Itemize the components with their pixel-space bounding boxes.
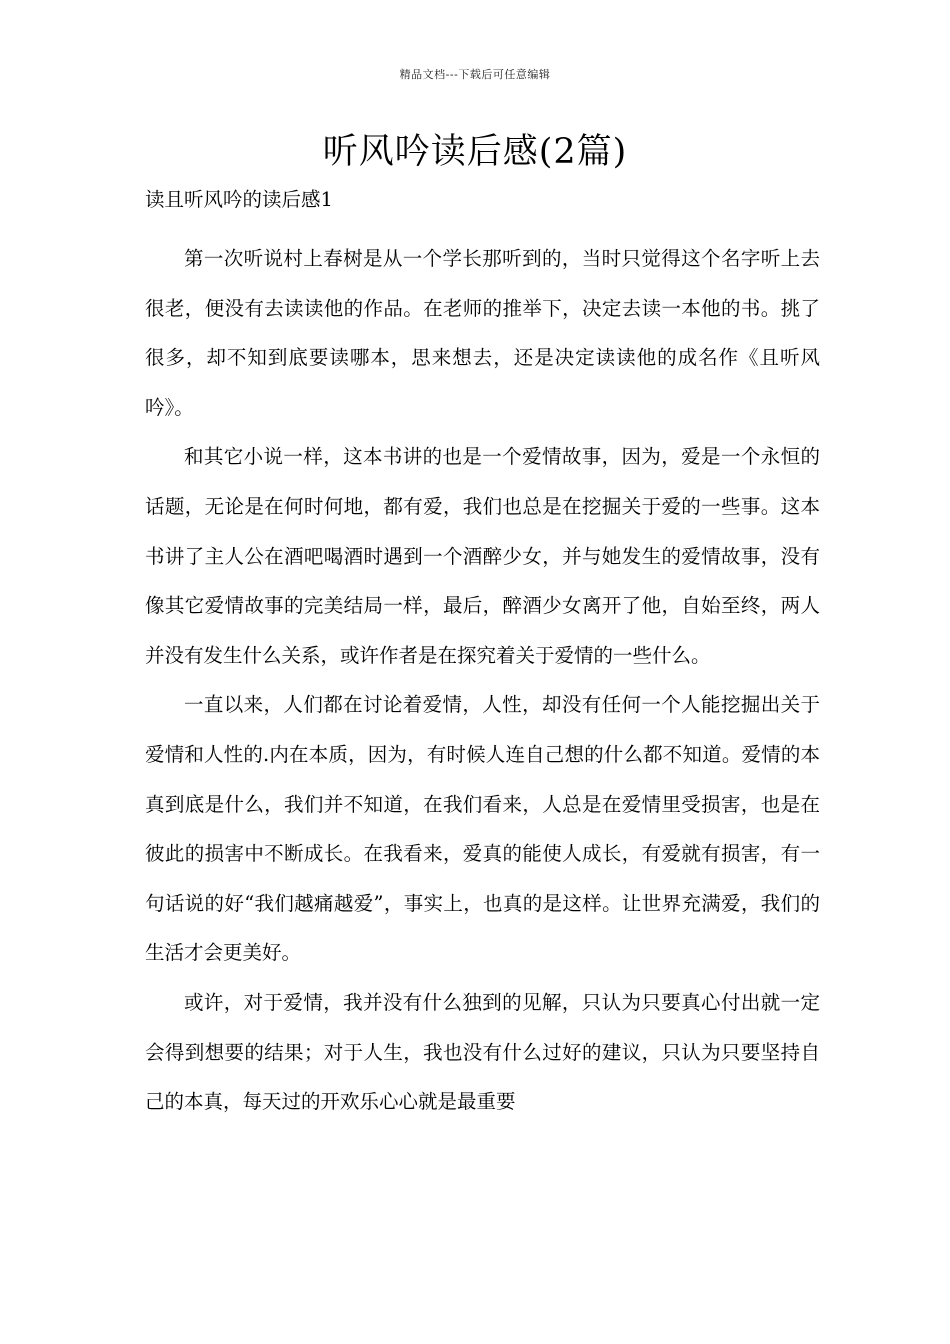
paragraph-4: 或许，对于爱情，我并没有什么独到的见解，只认为只要真心付出就一定会得到想要的结果；对于人生，我也没有什么过好的建议，只认为只要坚持自己的本真，每天过的开欢乐心心就是最重要 xyxy=(145,990,820,1114)
paragraph-1: 第一次听说村上春树是从一个学长那听到的，当时只觉得这个名字听上去很老，便没有去读读他的作品。在老师的推举下，决定去读一本他的书。挑了很多，却不知到底要读哪本，思来想去，还是决定读读他的成名作《且听风吟》。 xyxy=(145,247,820,419)
section-heading: 读且听风吟的读后感1 xyxy=(145,188,333,211)
paragraph-3: 一直以来，人们都在讨论着爱情，人性，却没有任何一个人能挖掘出关于爱情和人性的.内在本质，因为，有时候人连自己想的什么都不知道。爱情的本真到底是什么，我们并不知道，在我们看来，人总是在爱情里受损害，也是在彼此的损害中不断成长。在我看来，爱真的能使人成长，有爱就有损害，有一句话说的好“我们越痛越爱”，事实上，也真的是这样。让世界充满爱，我们的生活才会更美好。 xyxy=(145,693,820,965)
document-body xyxy=(145,234,820,1127)
document-title: 听风吟读后感(2篇) xyxy=(322,132,628,172)
page-header: 精品文档---下载后可任意编辑 xyxy=(399,68,551,81)
paragraph-2: 和其它小说一样，这本书讲的也是一个爱情故事，因为，爱是一个永恒的话题，无论是在何时何地，都有爱，我们也总是在挖掘关于爱的一些事。这本书讲了主人公在酒吧喝酒时遇到一个酒醉少女，并与她发生的爱情故事，没有像其它爱情故事的完美结局一样，最后，醉酒少女离开了他，自始至终，两人并没有发生什么关系，或许作者是在探究着关于爱情的一些什么。 xyxy=(145,445,820,667)
